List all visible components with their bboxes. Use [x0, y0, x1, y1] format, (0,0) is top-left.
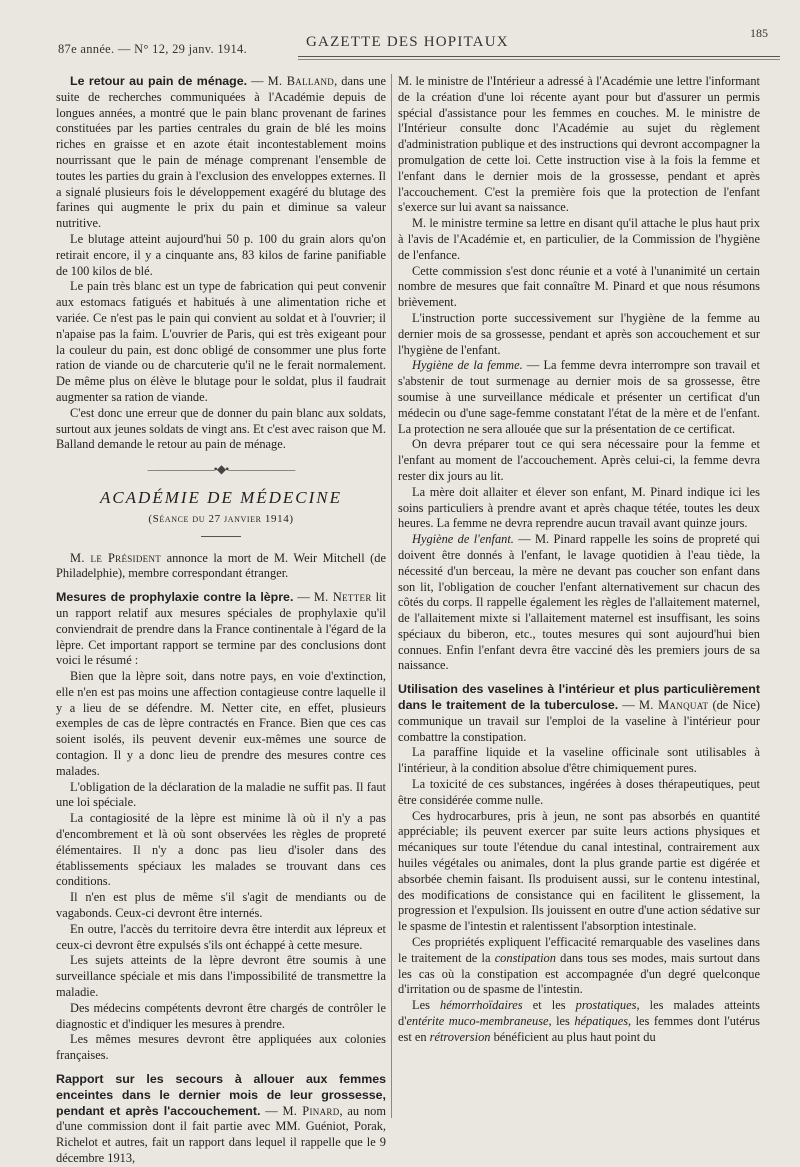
paragraph: La toxicité de ces substances, ingérées à doses thérapeutiques, peut être considérée comme nulle.	[398, 777, 760, 807]
page-number: 185	[750, 26, 768, 40]
hygiene-femme	[398, 358, 760, 437]
journal-title: GAZETTE DES HOPITAUX	[306, 34, 509, 50]
paragraph: Bien que la lèpre soit, dans notre pays, en voie d'extinction, elle n'en est pas moins une affection contagieuse contre laquelle il y a lieu de se défendre. M. Netter cite, en effet, plusieurs exemples de cas de lèpre contractés en France. Bien que ces cas soient isolés, ils peuvent devenir eux-mêmes une source de contagion. Il y a donc lieu de prendre des mesures contre ces malades.	[56, 669, 386, 778]
section-title: ACADÉMIE DE MÉDECINE	[99, 487, 343, 507]
italic-term: hépatiques	[574, 1014, 629, 1029]
paragraph: Cette commission s'est donc réunie et a voté à l'unanimité un certain nombre de mesures que fait connaître M. Pinard et que nous résumons brièvement.	[398, 263, 760, 310]
paragraph: L'obligation de la déclaration de la maladie ne suffit pas. Il faut une loi spéciale.	[56, 779, 386, 810]
article-heading: Mesures de prophylaxie contre la lèpre.	[56, 590, 294, 605]
paragraph	[398, 998, 760, 1045]
article-heading: Rapport sur les secours à allouer aux femmes enceintes dans le dernier mois de leur grossesse, pendant et après l'accouchement.	[56, 1072, 386, 1118]
paragraph: L'instruction porte successivement sur l'hygiène de la femme au dernier mois de sa grossesse, pendant et après son accouchement et sur l'hygiène de l'enfant.	[398, 310, 760, 357]
paragraph-text: lit un rapport relatif aux mesures spéciales de prophylaxie qu'il conviendrait de prendre dans la France continentale à l'égard de la lèpre. Cet important rapport se termine par des conclusions dont voici le résumé :	[56, 590, 386, 668]
paragraph: Il n'en est plus de même s'il s'agit de mendiants ou de vagabonds. Ceux-ci devront être internés.	[56, 890, 386, 921]
paragraph: Le blutage atteint aujourd'hui 50 p. 100 du grain alors qu'on retirait encore, il y a cinquante ans, 83 kilos de farine panifiable de 100 kilos de blé.	[56, 231, 386, 278]
paragraph	[398, 935, 760, 998]
paragraph: La paraffine liquide et la vaseline officinale sont utilisables à l'intérieur, à la condition absolue d'être chimiquement pures.	[398, 745, 760, 776]
paragraph-text: , au nom d'une commission dont il fait partie avec MM. Guéniot, Porak, Richelot et autres, fait un rapport dans lequel il rappelle que le 9 décembre 1913,	[56, 1103, 386, 1165]
article-pain-p1: Le retour au pain de ménage. — M. Balland, dans une suite de recherches communiquées à l'Académie depuis de longues années, a montré que le pain blanc provenant de farines constituées par les parties centrales du grain de blé les moins riches en graisse et en azote était incontestablement moins nourrissant que le pain de ménage comprenant l'ensemble de toutes les parties du grain à l'exclusion des enveloppes externes. Il a signalé plusieurs fois le développement exagéré du blutage des farines qui augmente le prix du pain et diminue sa valeur nutritive.	[56, 74, 386, 231]
article-lepre-p1: Mesures de prophylaxie contre la lèpre. — M. Netter lit un rapport relatif aux mesures spéciales de prophylaxie qu'il conviendrait de prendre dans la France continentale à l'égard de la lèpre. Cet important rapport se termine par des conclusions dont voici le résumé :	[56, 590, 386, 668]
article-heading: Le retour au pain de ménage.	[70, 74, 248, 88]
paragraph-text: , dans une suite de recherches communiquées à l'Académie depuis de longues années, a montré que le pain blanc provenant de farines constituées par les parties centrales du grain de blé les moins riches en graisse et en azote était incontestablement moins nourrissant que le pain de ménage comprenant l'ensemble de toutes les parties du grain à l'exclusion des enveloppes externes. Il a signalé plusieurs fois le développement exagéré du blutage des farines qui augmente le prix du pain et diminue sa valeur nutritive.	[56, 74, 386, 231]
header-rule-double	[298, 59, 780, 60]
column-divider	[391, 74, 392, 1118]
right-column	[398, 74, 760, 1122]
header-rule	[298, 56, 780, 57]
spacer	[56, 1064, 386, 1072]
paragraph-text: Ces propriétés expliquent l'efficacité remarquable des vaselines dans le traitement de la	[398, 935, 760, 965]
paragraph-text: — La femme devra interrompre son travail et s'abstenir de tout surmenage au dernier mois de sa grossesse, être soumise à une surveillance médicale et présenter un certificat d'un médecin ou d'une sage-femme constatant l'état de la mère et de l'enfant. La protection ne sera allouée que sur la présentation de ce certificat.	[398, 358, 760, 436]
paragraph-text: — M. Pinard rappelle les soins de propreté qui doivent être donnés à l'enfant, le lavage quotidien à l'eau tiède, la nécessité d'un berceau, la mère ne devant pas coucher son enfant dans son lit, l'obligation de coucher l'enfant alternativement sur chacun des côtés du corps. Il rappelle également les règles de l'allaitement maternel, de l'allaitement mixte si l'allaitement maternel est insuffisant, les soins spéciaux du biberon, etc., toutes mesures qui sont aujourd'hui bien connues. Enfin l'enfant devra être vacciné dès les premiers jours de sa naissance.	[398, 532, 760, 673]
paragraph-text: annonce la mort de M. Weir Mitchell (de Philadelphie), membre correspondant étranger.	[56, 550, 386, 581]
paragraph-text: bénéficient au plus haut point du	[490, 1029, 656, 1044]
paragraph: M. le ministre termine sa lettre en disant qu'il attache le plus haut prix à l'avis de l'Académie et, en particulier, de la Commission de l'hygiène de l'enfance.	[398, 216, 760, 262]
paragraph-text: Les	[412, 998, 440, 1013]
italic-term: rétroversion	[429, 1029, 491, 1044]
paragraph-text: , les	[548, 1014, 575, 1029]
paragraph-text: , les femmes dont l'utérus est en	[398, 1014, 760, 1044]
paragraph: On devra préparer tout ce qui sera nécessaire pour la femme et l'enfant au moment de l'accouchement. Après celui-ci, la femme devra rester dix jours au lit.	[398, 437, 760, 483]
subheading: Hygiène de l'enfant.	[412, 532, 514, 547]
italic-term: entérite muco-membraneuse	[406, 1014, 549, 1029]
paragraph: C'est donc une erreur que de donner du pain blanc aux soldats, surtout aux jeunes soldats de vingt ans. Et c'est avec raison que M. Balland demande le retour au pain de ménage.	[56, 405, 386, 452]
left-column	[56, 74, 386, 1165]
paragraph: Les sujets atteints de la lèpre devront être soumis à une surveillance spéciale et mis dans l'impossibilité de transmettre la maladie.	[56, 953, 386, 1000]
paragraph-text: dans tous ses modes, mais surtout dans les cas où la constipation est accompagnée d'un degré quelconque d'irritation ou de spasme de l'intestin.	[398, 950, 760, 997]
paragraph: Des médecins compétents devront être chargés de contrôler le diagnostic et d'indiquer les mesures à prendre.	[56, 1000, 386, 1031]
section-ornament: ——————•◆•——————	[147, 462, 295, 477]
italic-term: prostatiques	[575, 998, 637, 1013]
paragraph-text: et les	[522, 998, 576, 1013]
paragraph: Les mêmes mesures devront être appliquées aux colonies françaises.	[56, 1032, 386, 1063]
paragraph: Ces hydrocarbures, pris à jeun, ne sont pas absorbés en quantité appréciable; ils peuvent exercer par suite leurs actions physiques et mécaniques sur toute l'étendue du canal intestinal, contrairement aux huiles végétales ou animales, dont la plus grande partie est digérée et absorbée chemin faisant. Ils produisent aussi, sur le contenu intestinal, des modifications de consistance qui en facilitent le glissement, la progression et l'expulsion. Ils jouissent en outre d'une action sédative sur le spasme de l'intestin et ralentissent l'absorption intestinale.	[398, 808, 760, 934]
author-name: M. Netter	[313, 590, 372, 605]
hygiene-enfant	[398, 532, 760, 674]
italic-term: hémorrhoïdaires	[440, 998, 523, 1013]
paragraph: M. le ministre de l'Intérieur a adressé à l'Académie une lettre l'informant de la création d'une loi récente ayant pour but d'assurer un permis spécial d'assistance pour les femmes en couches. M. le ministre de l'Intérieur consulte donc l'Académie au sujet du règlement d'administration publique et des instructions qui devront accompagner la promulgation de cette loi. Cette instruction vise à la fois la femme et l'enfant dans le dernier mois de la grossesse, pendant et après l'accouchement. C'est la première fois que la protection de l'enfant s'exerce sur lui avant sa naissance.	[398, 74, 760, 215]
spacer	[56, 582, 386, 590]
running-header	[58, 26, 780, 62]
paragraph: La mère doit allaiter et élever son enfant, M. Pinard indique ici les soins particuliers à prendre avant et après chaque tétée, toutes les deux heures. La femme ne devra reprendre aucun travail avant quinze jours.	[398, 484, 760, 531]
paragraph: En outre, l'accès du territoire devra être interdit aux lépreux et ceux-ci devront être expulsés s'ils ont échappé à cette mesure.	[56, 921, 386, 952]
italic-term: constipation	[494, 950, 556, 965]
subheading: Hygiène de la femme.	[412, 358, 523, 373]
president-announcement	[56, 551, 386, 583]
issue-info: 87e année. — N° 12, 29 janv. 1914.	[58, 42, 248, 56]
spacer	[398, 674, 760, 682]
article-vaselines-p1: Utilisation des vaselines à l'intérieur et plus particulièrement dans le traitement de la tuberculose. — M. Manquat (de Nice) communique un travail sur l'emploi de la vaseline à l'intérieur pour combattre la constipation.	[398, 682, 760, 744]
president-label: M. le Président	[70, 550, 162, 565]
article-secours-p1: Rapport sur les secours à allouer aux femmes enceintes dans le dernier mois de leur grossesse, pendant et après l'accouchement. — M. Pinard, au nom d'une commission dont il fait partie avec MM. Guéniot, Porak, Richelot et autres, fait un rapport dans lequel il rappelle que le 9 décembre 1913,	[56, 1072, 386, 1165]
author-name: M. Pinard	[282, 1103, 340, 1118]
paragraph: La contagiosité de la lèpre est minime là où il n'y a pas d'encombrement et là où sont observées les règles de propreté élémentaires. Il n'y a donc pas lieu d'isoler dans des établissements spéciaux les malades se trouvant dans ces conditions.	[56, 811, 386, 889]
article-heading: Utilisation des vaselines à l'intérieur et plus particulièrement dans le traitement de la tuberculose.	[398, 682, 760, 713]
short-rule	[201, 536, 241, 537]
author-name: M. Manquat	[638, 698, 709, 713]
paragraph: Le pain très blanc est un type de fabrication qui peut convenir aux estomacs fatigués et habitués à une alimentation riche et variée. Ce n'est pas le pain qui convient au soldat et à l'ouvrier; il n'apaise pas la faim. L'ouvrier de Paris, qui est très exigeant pour la couleur du pain, est donc obligé de consommer une plus forte ration de viande ou de charcuterie qu'il ne le ferait normalement. De même plus on élève le blutage pour le soldat, plus il faudrait augmenter sa ration de viande.	[56, 279, 386, 404]
author-name: M. Balland	[267, 74, 335, 88]
paragraph-text: , les malades atteints d'	[398, 998, 760, 1029]
session-date: (Séance du 27 janvier 1914)	[148, 512, 294, 525]
paragraph-text: (de Nice) communique un travail sur l'emploi de la vaseline à l'intérieur pour combattre la constipation.	[398, 698, 760, 744]
